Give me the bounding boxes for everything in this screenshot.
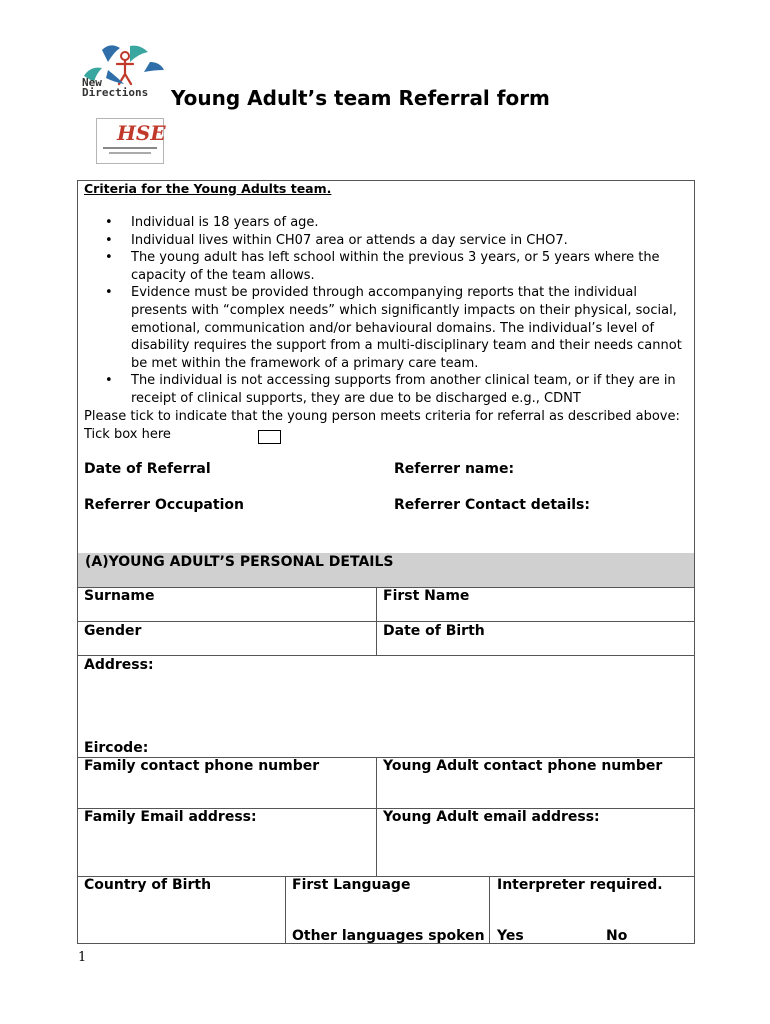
criteria-tick-box[interactable]	[258, 430, 281, 444]
gender-field[interactable]	[84, 640, 372, 654]
criteria-item-text: Evidence must be provided through accompanying reports that the individual presents with “complex needs” which significantly impacts on their physical, social, emotional, communication and/or behavioural domains. The individual’s level of disability requires the support from a multi-disciplinary team and their needs cannot be met within the framework of a primary care team.	[131, 285, 682, 371]
criteria-item	[84, 284, 684, 372]
bullet: •	[105, 232, 113, 248]
criteria-list	[84, 214, 684, 408]
criteria-item-text: The individual is not accessing supports from another clinical team, or if they are in receipt of clinical supports, they are due to be discharged e.g., CDNT	[131, 373, 676, 406]
divider	[78, 655, 694, 656]
interpreter-yes-option[interactable]: Yes	[497, 928, 524, 944]
criteria-heading: Criteria for the Young Adults team.	[84, 181, 332, 196]
young-adult-phone-field[interactable]	[383, 777, 689, 805]
criteria-item-text: The young adult has left school within the previous 3 years, or 5 years where the capacity of the team allows.	[131, 250, 660, 283]
column-divider	[376, 757, 377, 876]
surname-label: Surname	[84, 588, 155, 604]
surname-field[interactable]	[84, 606, 372, 620]
criteria-tick-instruction: Please tick to indicate that the young person meets criteria for referral as described above: Tick box here	[84, 409, 680, 442]
first-language-label: First Language	[292, 877, 411, 893]
criteria-item	[84, 232, 684, 250]
family-phone-field[interactable]	[84, 777, 372, 805]
bullet: •	[105, 250, 113, 266]
young-adult-email-field[interactable]	[383, 828, 689, 872]
young-adult-phone-label: Young Adult contact phone number	[383, 758, 663, 774]
family-email-field[interactable]	[84, 828, 372, 872]
column-divider	[376, 587, 377, 655]
young-adult-email-label: Young Adult email address:	[383, 809, 600, 825]
interpreter-no-option[interactable]: No	[606, 928, 628, 944]
column-divider	[489, 876, 490, 943]
address-field[interactable]	[84, 676, 688, 734]
country-of-birth-label: Country of Birth	[84, 877, 212, 893]
dob-label: Date of Birth	[383, 623, 485, 639]
page-title: Young Adult’s team Referral form	[171, 86, 550, 110]
hse-logo-mark: HSE	[117, 121, 166, 145]
criteria-item	[84, 372, 684, 407]
family-email-label: Family Email address:	[84, 809, 257, 825]
criteria-item	[84, 249, 684, 284]
referrer-occupation-label: Referrer Occupation	[84, 497, 244, 513]
hse-logo	[96, 118, 164, 164]
country-of-birth-field[interactable]	[84, 896, 280, 940]
address-label: Address:	[84, 657, 154, 673]
hse-logo-tagline	[103, 147, 157, 149]
interpreter-required-label: Interpreter required.	[497, 877, 663, 893]
column-divider	[285, 876, 286, 943]
hse-logo-tagline-2	[109, 152, 151, 154]
other-languages-label: Other languages spoken	[292, 928, 485, 944]
bullet: •	[105, 373, 113, 389]
section-a-title: (A)YOUNG ADULT’S PERSONAL DETAILS	[85, 554, 394, 570]
date-of-referral-label: Date of Referral	[84, 461, 211, 477]
bullet: •	[105, 285, 113, 301]
dob-field[interactable]	[383, 640, 689, 654]
first-name-field[interactable]	[383, 606, 689, 620]
divider	[78, 621, 694, 622]
page-number: 1	[78, 950, 87, 965]
family-phone-label: Family contact phone number	[84, 758, 320, 774]
logo-line-directions: Directions	[82, 86, 149, 99]
eircode-label: Eircode:	[84, 740, 149, 756]
criteria-item-text: Individual is 18 years of age.	[131, 215, 319, 230]
bullet: •	[105, 215, 113, 230]
referrer-name-label: Referrer name:	[394, 461, 515, 477]
gender-label: Gender	[84, 623, 142, 639]
new-directions-logo	[78, 40, 166, 102]
referrer-contact-label: Referrer Contact details:	[394, 497, 590, 513]
first-name-label: First Name	[383, 588, 470, 604]
criteria-item-text: Individual lives within CH07 area or attends a day service in CHO7.	[131, 232, 568, 248]
logo-line-new: New	[82, 76, 102, 89]
criteria-item	[84, 214, 684, 232]
